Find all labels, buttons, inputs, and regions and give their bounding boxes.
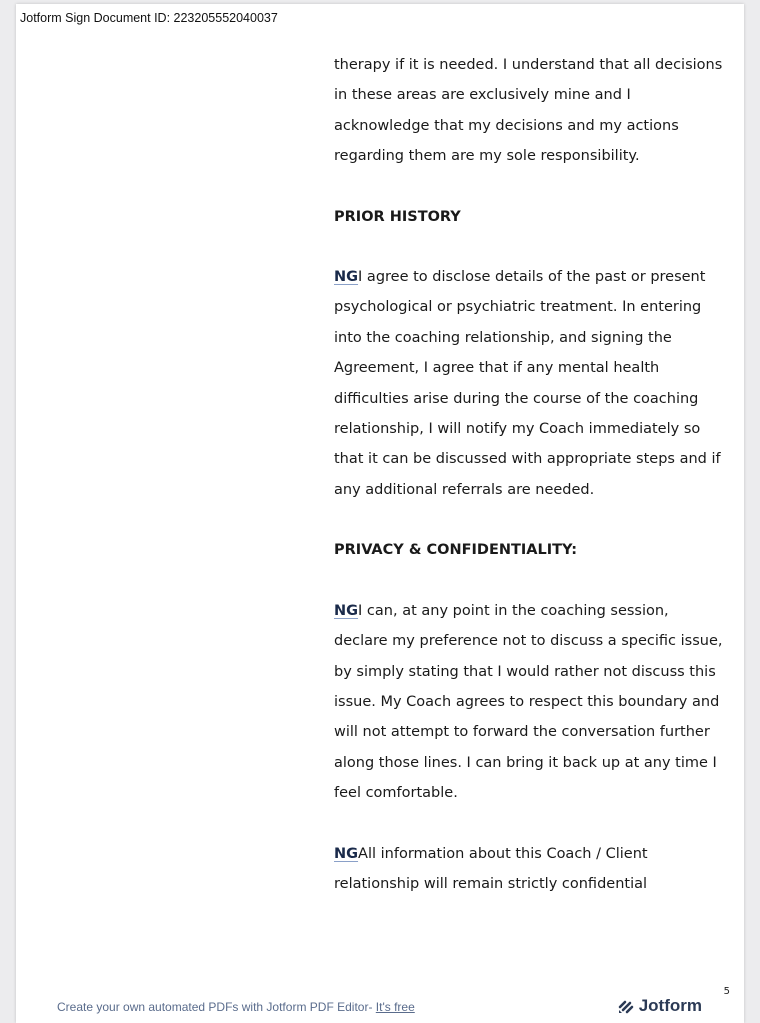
paragraph-confidential-text: All information about this Coach / Client relationship will remain strictly confidential [334,845,648,892]
document-page [16,4,744,1023]
paragraph-prior-history [334,262,724,505]
paragraph-privacy-text: I can, at any point in the coaching session, declare my preference not to discuss a specific issue, by simply stating that I would rather not discuss this issue. My Coach agrees to respect this boundary and will not attempt to forward the conversation further along those lines. I can bring it back up at any time I feel comfortable. [334,602,723,802]
heading-privacy: PRIVACY & CONFIDENTIALITY: [334,542,578,559]
page-number: 5 [723,986,730,997]
paragraph-gap [334,809,724,839]
paragraph-privacy [334,596,724,809]
paragraph-prior-history-text: I agree to disclose details of the past or present psychological or psychiatric treatment. In entering into the coaching relationship, and signing the Agreement, I agree that if any mental health difficulties arise during the course of the coaching relationship, I will notify my Coach immediately so that it can be discussed with appropriate steps and if any additional referrals are needed. [334,269,721,498]
initials-field[interactable]: NG [334,602,359,619]
paragraph-confidential [334,839,724,900]
jotform-logo-icon [618,998,634,1014]
initials-field[interactable]: NG [334,845,359,862]
its-free-link[interactable]: It's free [375,1000,415,1014]
initials-field[interactable]: NG [334,269,359,286]
document-body [334,50,724,899]
heading-prior-history: PRIOR HISTORY [334,208,461,225]
footer-cta [57,1000,415,1014]
document-id-label: Jotform Sign Document ID: 223205552040037 [20,11,278,25]
jotform-brand[interactable] [618,996,702,1016]
paragraph-intro-tail: therapy if it is needed. I understand that all decisions in these areas are exclusively mine and I acknowledge that my decisions and my actions regarding them are my sole responsibility. [334,57,723,165]
footer-cta-text: Create your own automated PDFs with Jotform PDF Editor- [57,1000,376,1014]
brand-name: Jotform [638,996,702,1015]
